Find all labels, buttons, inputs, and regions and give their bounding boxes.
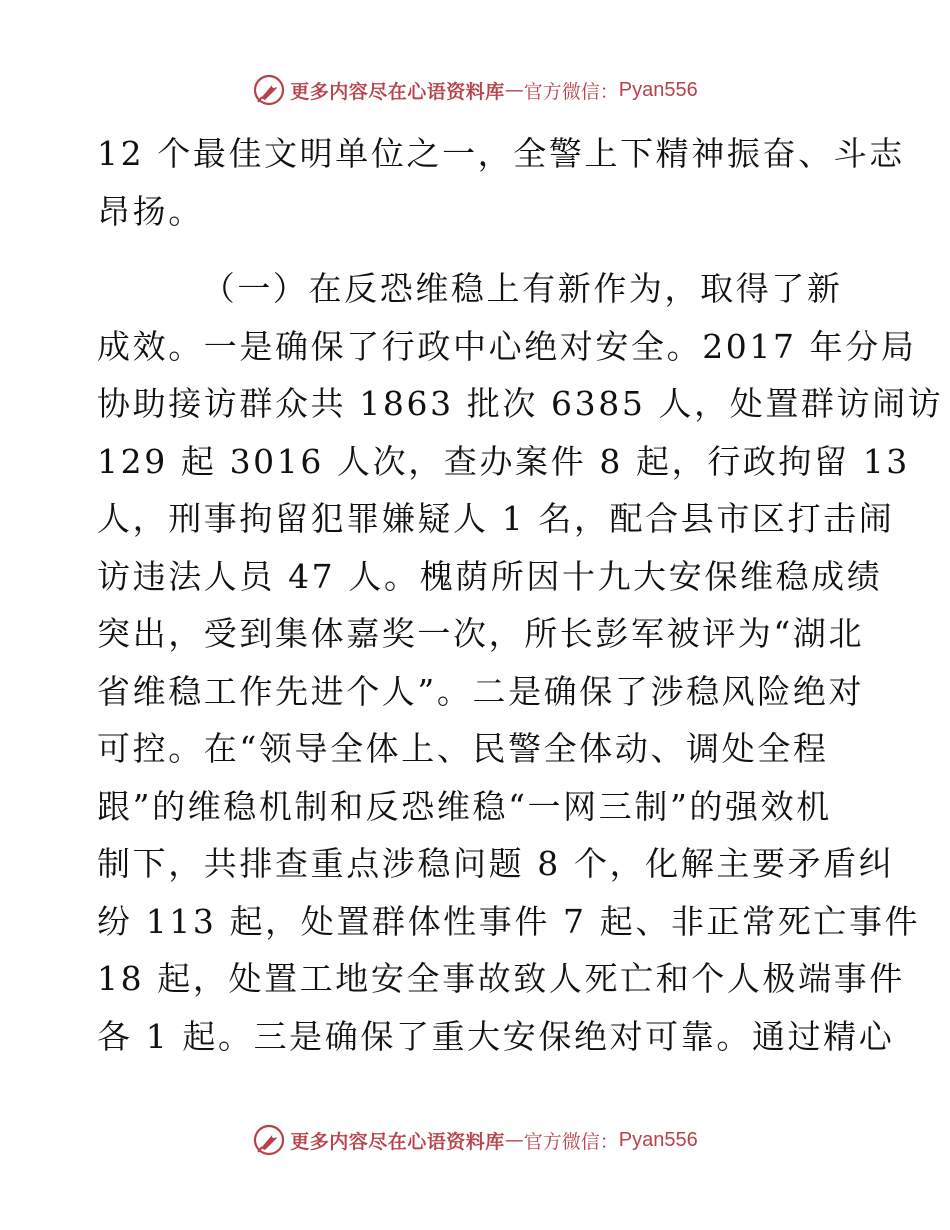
text-line: 可控。在“领导全体上、民警全体动、调处全程 <box>97 729 829 768</box>
document-body <box>97 125 944 1065</box>
banner-wechat-id: Pyan556 <box>618 1128 698 1151</box>
text-line: 制下，共排查重点涉稳问题 8 个，化解主要矛盾纠 <box>97 844 895 883</box>
banner-wechat-id: Pyan556 <box>618 78 698 101</box>
banner-dash: — <box>504 79 524 101</box>
text-line: 各 1 起。三是确保了重大安保绝对可靠。通过精心 <box>97 1016 895 1056</box>
footer-banner <box>0 1120 950 1160</box>
banner-label: 官方微信： <box>523 1130 619 1153</box>
text-line: 昂扬。 <box>97 191 204 231</box>
paragraph <box>97 125 905 240</box>
banner-dash: — <box>504 1129 524 1151</box>
text-line: 129 起 3016 人次，查办案件 8 起，行政拘留 13 <box>97 441 910 481</box>
text-line: 纷 113 起，处置群体性事件 7 起、非正常死亡事件 <box>97 901 921 941</box>
text-line: 成效。一是确保了行政中心绝对安全。2017 年分局 <box>97 326 917 366</box>
text-line: 突出，受到集体嘉奖一次，所长彭军被评为“湖北 <box>97 614 865 653</box>
text-line: （一）在反恐维稳上有新作为，取得了新 <box>97 269 843 308</box>
paragraph <box>97 260 944 1065</box>
text-line: 人，刑事拘留犯罪嫌疑人 1 名，配合县市区打击闹 <box>97 499 895 538</box>
banner-text: 更多内容尽在心语资料库 <box>290 80 505 103</box>
banner-label: 官方微信： <box>523 80 619 103</box>
text-line: 12 个最佳文明单位之一，全警上下精神振奋、斗志 <box>97 134 905 173</box>
pen-nib-logo-icon <box>252 1123 286 1157</box>
banner-text: 更多内容尽在心语资料库 <box>290 1130 505 1153</box>
text-line: 协助接访群众共 1863 批次 6385 人，处置群访闹访 <box>97 384 944 423</box>
text-line: 18 起，处置工地安全事故致人死亡和个人极端事件 <box>97 959 905 998</box>
text-line: 访违法人员 47 人。槐荫所因十九大安保维稳成绩 <box>97 556 883 596</box>
text-line: 跟”的维稳机制和反恐维稳“一网三制”的强效机 <box>97 786 832 826</box>
header-banner <box>0 70 950 110</box>
pen-nib-logo-icon <box>252 73 286 107</box>
text-line: 省维稳工作先进个人”。二是确保了涉稳风险绝对 <box>97 671 865 711</box>
